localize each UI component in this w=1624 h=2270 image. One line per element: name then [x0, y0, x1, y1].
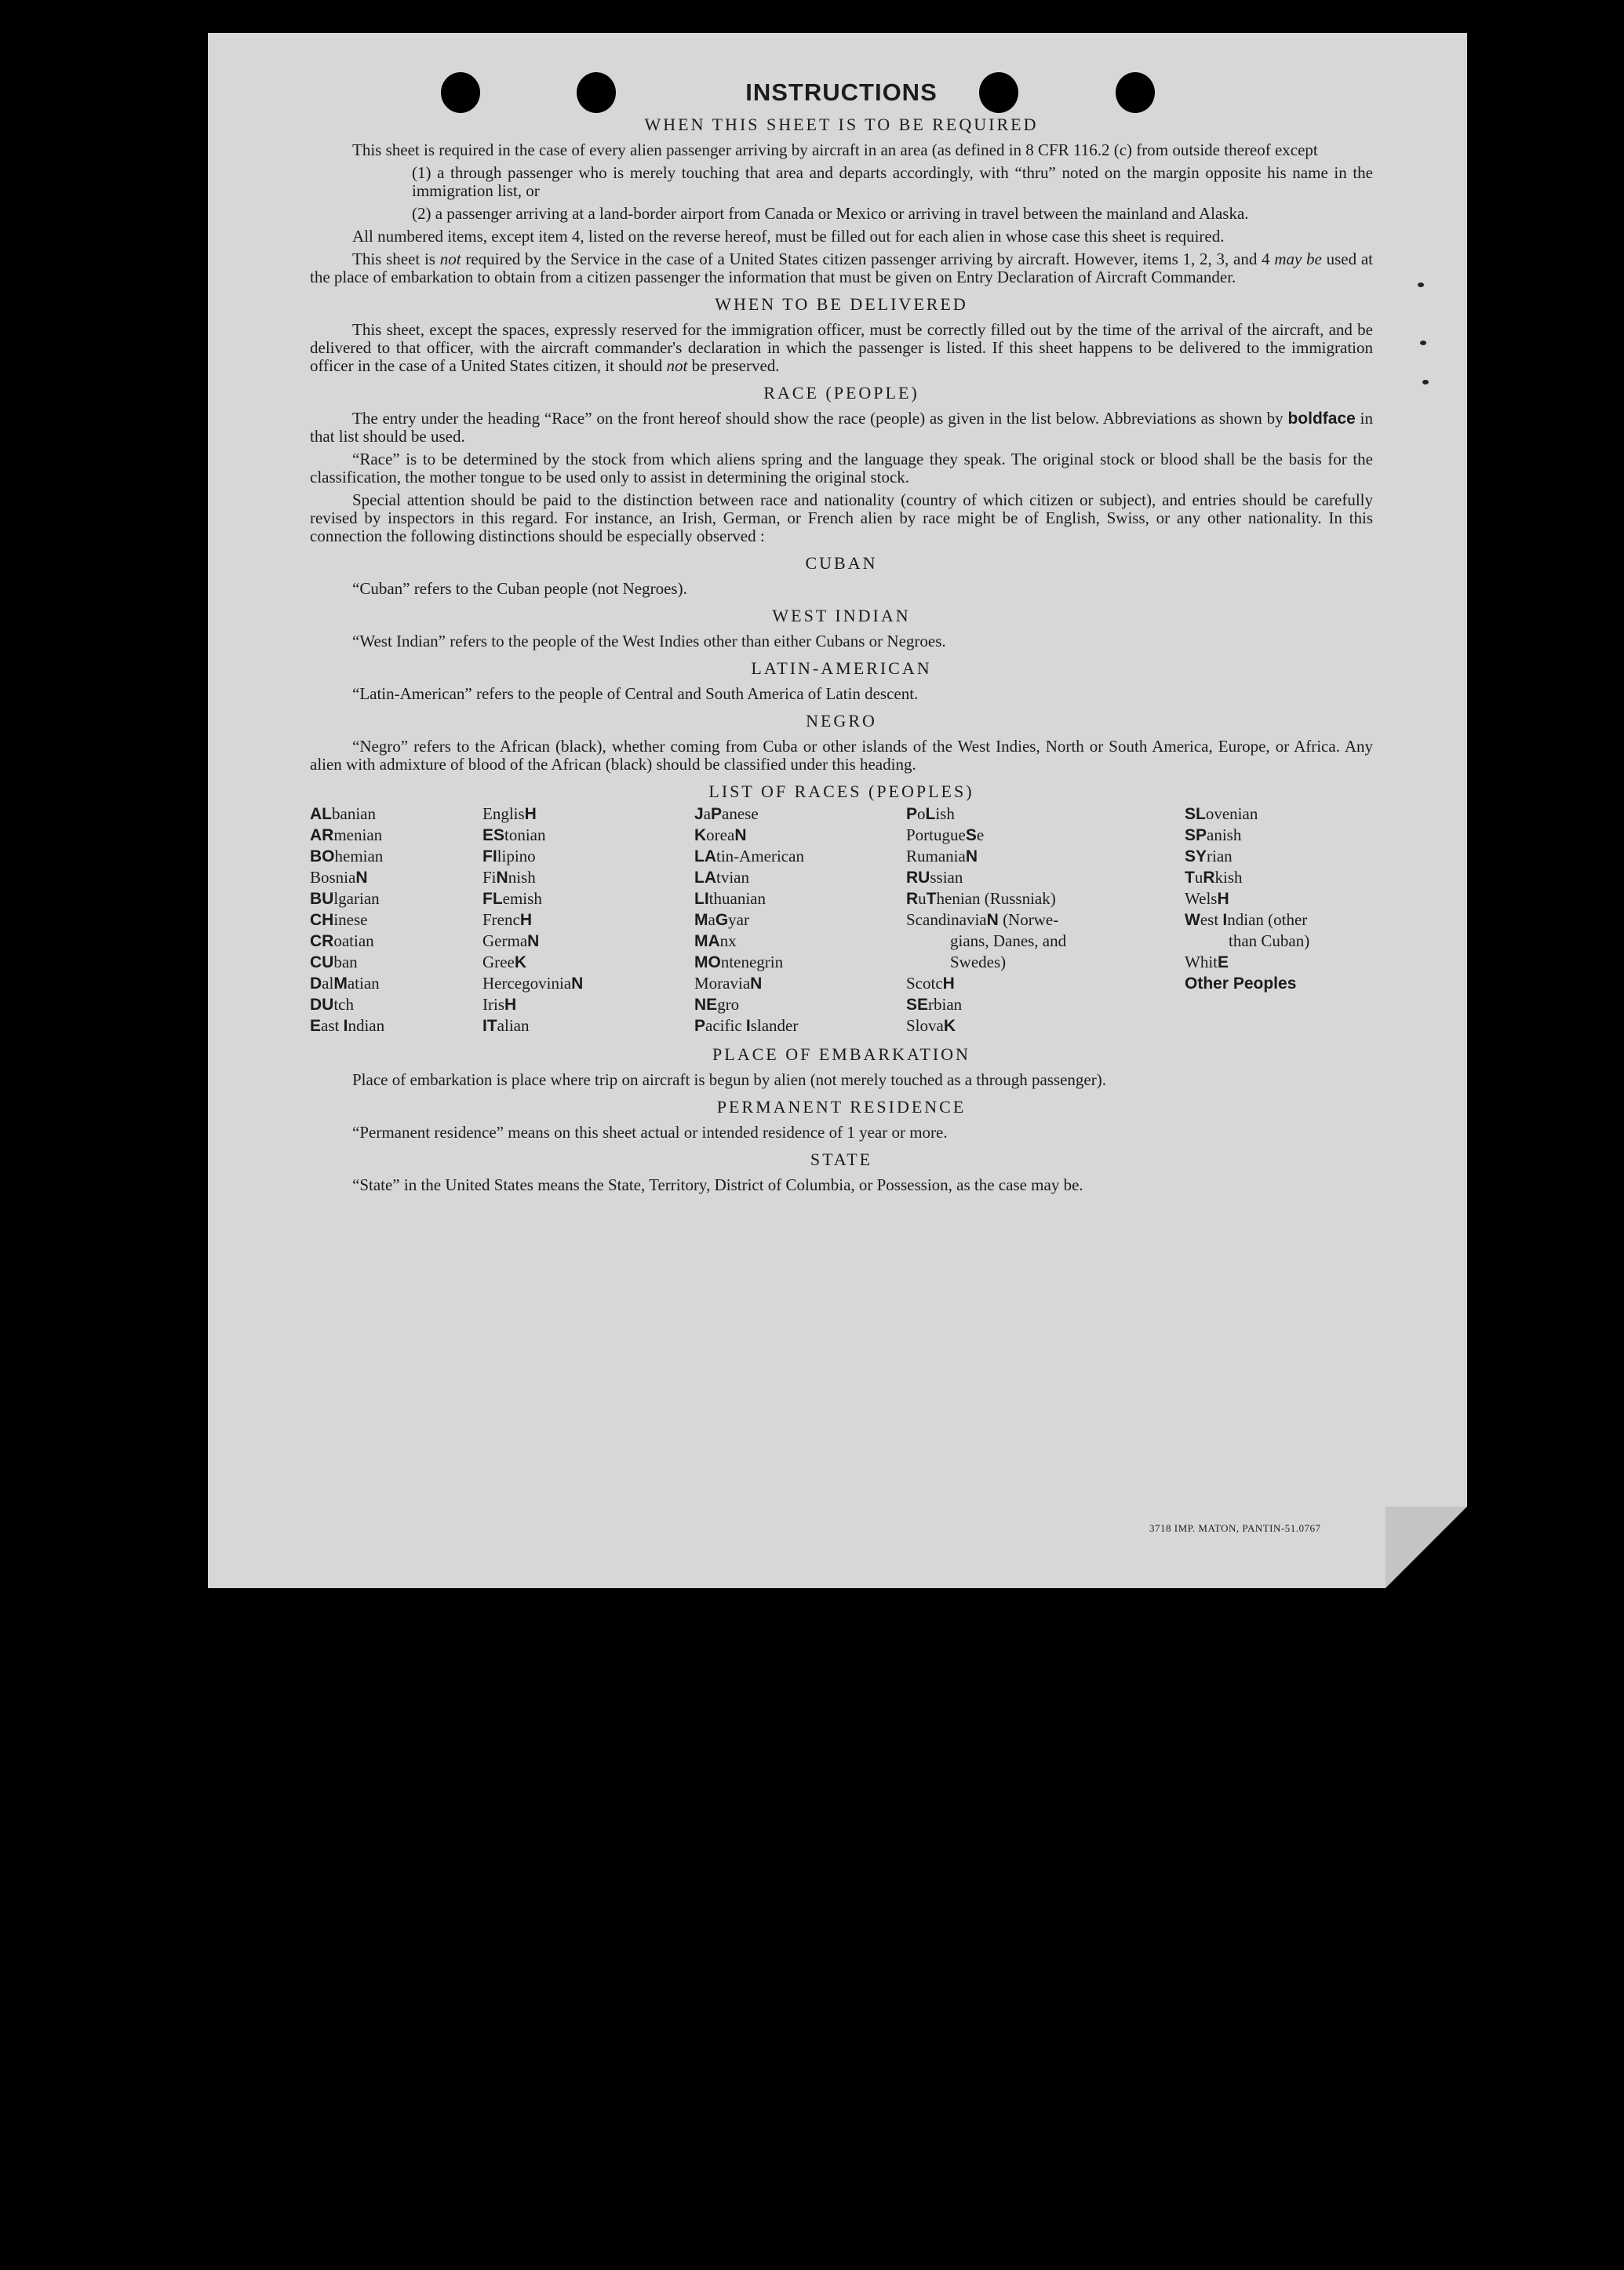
paragraph: “West Indian” refers to the people of the West Indies other than either Cubans or Negroes.: [352, 632, 946, 650]
race-column: [310, 803, 482, 1037]
ink-speck: [1422, 380, 1429, 384]
race-entry: DalMatian: [310, 974, 380, 993]
race-entry: SlovaK: [906, 1016, 956, 1035]
race-column: [906, 803, 1185, 1037]
race-entry: West Indian (other: [1185, 910, 1308, 929]
race-entry: LAtin-American: [694, 847, 804, 865]
race-entry: MAnx: [694, 931, 737, 950]
folded-corner: [1385, 1507, 1467, 1588]
race-entry: SErbian: [906, 995, 963, 1014]
race-entry: BOhemian: [310, 847, 384, 865]
paragraph: Special attention should be paid to the distinction between race and nationality (country of which citizen or subject), and entries should be carefully revised by inspectors in this regard. For instance, an Irish, German, or French alien by race might be of English, Swiss, or any other nationality. In this connection the following distinctions should be especially observed :: [310, 490, 1373, 545]
race-entry: IrisH: [482, 995, 517, 1014]
race-entry: ScotcH: [906, 974, 955, 993]
race-entry: MaGyar: [694, 910, 749, 929]
paragraph: This sheet, except the spaces, expressly reserved for the immigration officer, must be correctly filled out by the time of the arrival of the aircraft, and be delivered to that officer, with the aircraft commander's declaration in which the passenger is listed. If this sheet happens to be delivered to the immigration officer in the case of a United States citizen, it should not be preserved.: [310, 320, 1373, 375]
race-entry: GreeK: [482, 953, 526, 971]
section-heading: STATE: [810, 1150, 873, 1169]
paragraph: All numbered items, except item 4, listed on the reverse hereof, must be filled out for each alien in whose case this sheet is required.: [352, 227, 1225, 246]
race-column: [482, 803, 694, 1037]
section-heading: PLACE OF EMBARKATION: [712, 1044, 970, 1064]
race-entry: CRoatian: [310, 931, 374, 950]
race-entry: East Indian: [310, 1016, 385, 1035]
race-entry: BosniaN: [310, 868, 368, 887]
punch-hole: [577, 72, 616, 113]
race-entry: ITalian: [482, 1016, 530, 1035]
race-entry: DUtch: [310, 995, 354, 1014]
ink-speck: [1418, 282, 1424, 287]
paragraph: “Negro” refers to the African (black), whether coming from Cuba or other islands of the West Indies, North or South America, Europe, or Africa. Any alien with admixture of blood of the African (black) should be classified under this heading.: [310, 737, 1373, 774]
list-item: (2) a passenger arriving at a land-border airport from Canada or Mexico or arriving in travel between the mainland and Alaska.: [412, 204, 1249, 223]
race-entry: RumaniaN: [906, 847, 978, 865]
race-entry: ScandinaviaN (Norwe-: [906, 910, 1059, 929]
race-entry: WelsH: [1185, 889, 1229, 908]
paragraph: “Latin-American” refers to the people of Central and South America of Latin descent.: [352, 684, 919, 703]
race-entry: FLemish: [482, 889, 542, 908]
race-list: [310, 803, 1373, 1037]
race-entry: Pacific Islander: [694, 1016, 799, 1035]
punch-hole: [1116, 72, 1155, 113]
document-sheet: [208, 33, 1467, 1588]
race-entry: CUban: [310, 953, 358, 971]
race-entry: gians, Danes, and: [950, 931, 1067, 950]
race-entry: ALbanian: [310, 804, 376, 823]
race-entry: SYrian: [1185, 847, 1233, 865]
paragraph: The entry under the heading “Race” on the front hereof should show the race (people) as given in the list below. Abbreviations as shown by boldface in that list should be used.: [310, 409, 1373, 446]
race-entry: PoLish: [906, 804, 955, 823]
race-entry: NEgro: [694, 995, 740, 1014]
race-entry: MOntenegrin: [694, 953, 784, 971]
race-entry: BUlgarian: [310, 889, 380, 908]
paragraph: “State” in the United States means the State, Territory, District of Columbia, or Possession, as the case may be.: [352, 1175, 1083, 1194]
race-column: [694, 803, 906, 1037]
race-entry: LIthuanian: [694, 889, 766, 908]
race-entry: KoreaN: [694, 825, 747, 844]
printer-mark: 3718 IMP. MATON, PANTIN-51.0767: [1149, 1522, 1321, 1534]
section-heading: LIST OF RACES (PEOPLES): [708, 782, 974, 801]
section-heading: WHEN THIS SHEET IS TO BE REQUIRED: [644, 115, 1039, 134]
paragraph: “Permanent residence” means on this sheet actual or intended residence of 1 year or more.: [352, 1123, 948, 1142]
ink-speck: [1420, 341, 1426, 345]
punch-hole: [979, 72, 1018, 113]
race-entry: SLovenian: [1185, 804, 1258, 823]
race-entry: RuThenian (Russniak): [906, 889, 1056, 908]
race-entry: FIlipino: [482, 847, 536, 865]
race-entry: JaPanese: [694, 804, 759, 823]
race-entry: FiNnish: [482, 868, 536, 887]
section-heading: PERMANENT RESIDENCE: [716, 1097, 967, 1117]
race-entry: ARmenian: [310, 825, 383, 844]
race-entry: SPanish: [1185, 825, 1242, 844]
race-entry: LAtvian: [694, 868, 749, 887]
race-entry: MoraviaN: [694, 974, 763, 993]
section-heading: RACE (PEOPLE): [763, 383, 919, 403]
paragraph: Place of embarkation is place where trip on aircraft is begun by alien (not merely touched as a through passenger).: [352, 1070, 1106, 1089]
paragraph: This sheet is required in the case of every alien passenger arriving by aircraft in an area (as defined in 8 CFR 116.2 (c) from outside thereof except: [352, 140, 1318, 159]
race-entry: Swedes): [950, 953, 1007, 971]
race-entry: TuRkish: [1185, 868, 1243, 887]
race-entry: EnglisH: [482, 804, 537, 823]
page-title: INSTRUCTIONS: [745, 78, 938, 106]
section-heading: WEST INDIAN: [772, 606, 911, 625]
race-entry: HercegoviniaN: [482, 974, 584, 993]
section-heading: CUBAN: [805, 553, 878, 573]
section-heading: WHEN TO BE DELIVERED: [715, 294, 968, 314]
race-entry: PortugueSe: [906, 825, 985, 844]
race-entry: than Cuban): [1229, 931, 1310, 950]
race-entry: EStonian: [482, 825, 546, 844]
race-column: [1185, 803, 1373, 1037]
paragraph: This sheet is not required by the Service in the case of a United States citizen passenger arriving by aircraft. However, items 1, 2, 3, and 4 may be used at the place of embarkation to obtain from a citizen passenger the information that must be given on Entry Declaration of Aircraft Commander.: [310, 250, 1374, 286]
paragraph: “Race” is to be determined by the stock from which aliens spring and the language they speak. The original stock or blood shall be the basis for the classification, the mother tongue to be used only to assist in determining the original stock.: [310, 450, 1373, 486]
race-entry: Other Peoples: [1185, 975, 1297, 993]
paragraph: “Cuban” refers to the Cuban people (not Negroes).: [352, 579, 687, 598]
race-entry: CHinese: [310, 910, 368, 929]
race-entry: WhitE: [1185, 953, 1229, 971]
section-heading: NEGRO: [806, 711, 877, 731]
race-entry: RUssian: [906, 868, 963, 887]
race-entry: FrencH: [482, 910, 532, 929]
race-entry: GermaN: [482, 931, 540, 950]
section-heading: LATIN-AMERICAN: [751, 658, 932, 678]
list-item: (1) a through passenger who is merely touching that area and departs accordingly, with “thru” noted on the margin opposite his name in the immigration list, or: [412, 163, 1373, 200]
punch-hole: [441, 72, 480, 113]
